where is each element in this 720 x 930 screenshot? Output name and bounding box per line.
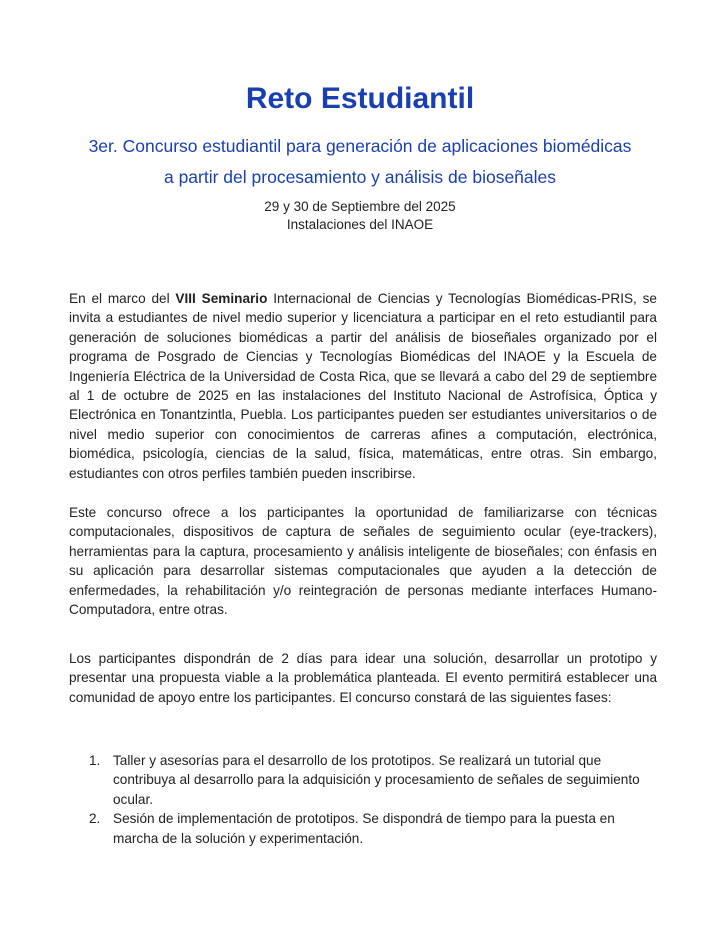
seminar-name-bold: VIII Seminario: [175, 291, 268, 306]
subtitle-line-1: 3er. Concurso estudiantil para generación de aplicaciones biomédicas: [88, 136, 632, 156]
intro-text-rest: Internacional de Ciencias y Tecnologías Biomédicas-PRIS, se invita a estudiantes de nivel medio superior y licenciatura a participar en el reto estudiantil para generación de soluciones biomédicas a partir del análisis de bioseñales organizado por el programa de Posgrado de Ciencias y Tecnologías Biomédicas del INAOE y la Escuela de Ingeniería Eléctrica de la Universidad de Costa Rica, que se llevará a cabo del 29 de septiembre al 1 de octubre de 2025 en las instalaciones del Instituto Nacional de Astrofísica, Óptica y Electrónica en Tonantzintla, Puebla. Los participantes pueden ser estudiantes universitarios o de nivel medio superior con conocimientos de carreras afines a computación, electrónica, biomédica, psicología, ciencias de la salud, física, matemáticas, entre otras. Sin embargo, estudiantes con otros perfiles también pueden inscribirse.: [69, 291, 657, 481]
list-item: [69, 751, 657, 809]
subtitle-line-2: a partir del procesamiento y análisis de bioseñales: [163, 167, 557, 187]
event-venue: Instalaciones del INAOE: [286, 217, 434, 232]
offer-paragraph: Este concurso ofrece a los participantes la oportunidad de familiarizarse con técnicas computacionales, dispositivos de captura de señales de seguimiento ocular (eye-trackers), herramientas para la captura, procesamiento y análisis inteligente de bioseñales; con énfasis en su aplicación para desarrollar sistemas computacionales que ayuden a la detección de enfermedades, la rehabilitación y/o reintegración de personas mediante interfaces Humano-Computadora, entre otras.: [69, 505, 657, 618]
event-dates: 29 y 30 de Septiembre del 2025: [264, 199, 456, 214]
phases-intro-paragraph: Los participantes dispondrán de 2 días para idear una solución, desarrollar un prototipo y presentar una propuesta viable a la problemática planteada. El evento permitirá establecer una comunidad de apoyo entre los participantes. El concurso constará de las siguientes fases:: [69, 651, 657, 705]
intro-paragraph: [69, 289, 657, 483]
intro-text-start: En el marco del: [69, 291, 176, 306]
phases-list: [69, 751, 657, 848]
list-item-number: 2.: [89, 811, 101, 827]
list-item-text: Sesión de implementación de prototipos. Se dispondrá de tiempo para la puesta en marcha de la solución y experimentación.: [113, 811, 615, 846]
page-title: Reto Estudiantil: [245, 82, 475, 115]
list-item: [69, 809, 657, 848]
list-item-text: Taller y asesorías para el desarrollo de los prototipos. Se realizará un tutorial que contribuya al desarrollo para la adquisición y procesamiento de señales de seguimiento ocular.: [113, 753, 640, 807]
list-item-number: 1.: [89, 753, 101, 768]
